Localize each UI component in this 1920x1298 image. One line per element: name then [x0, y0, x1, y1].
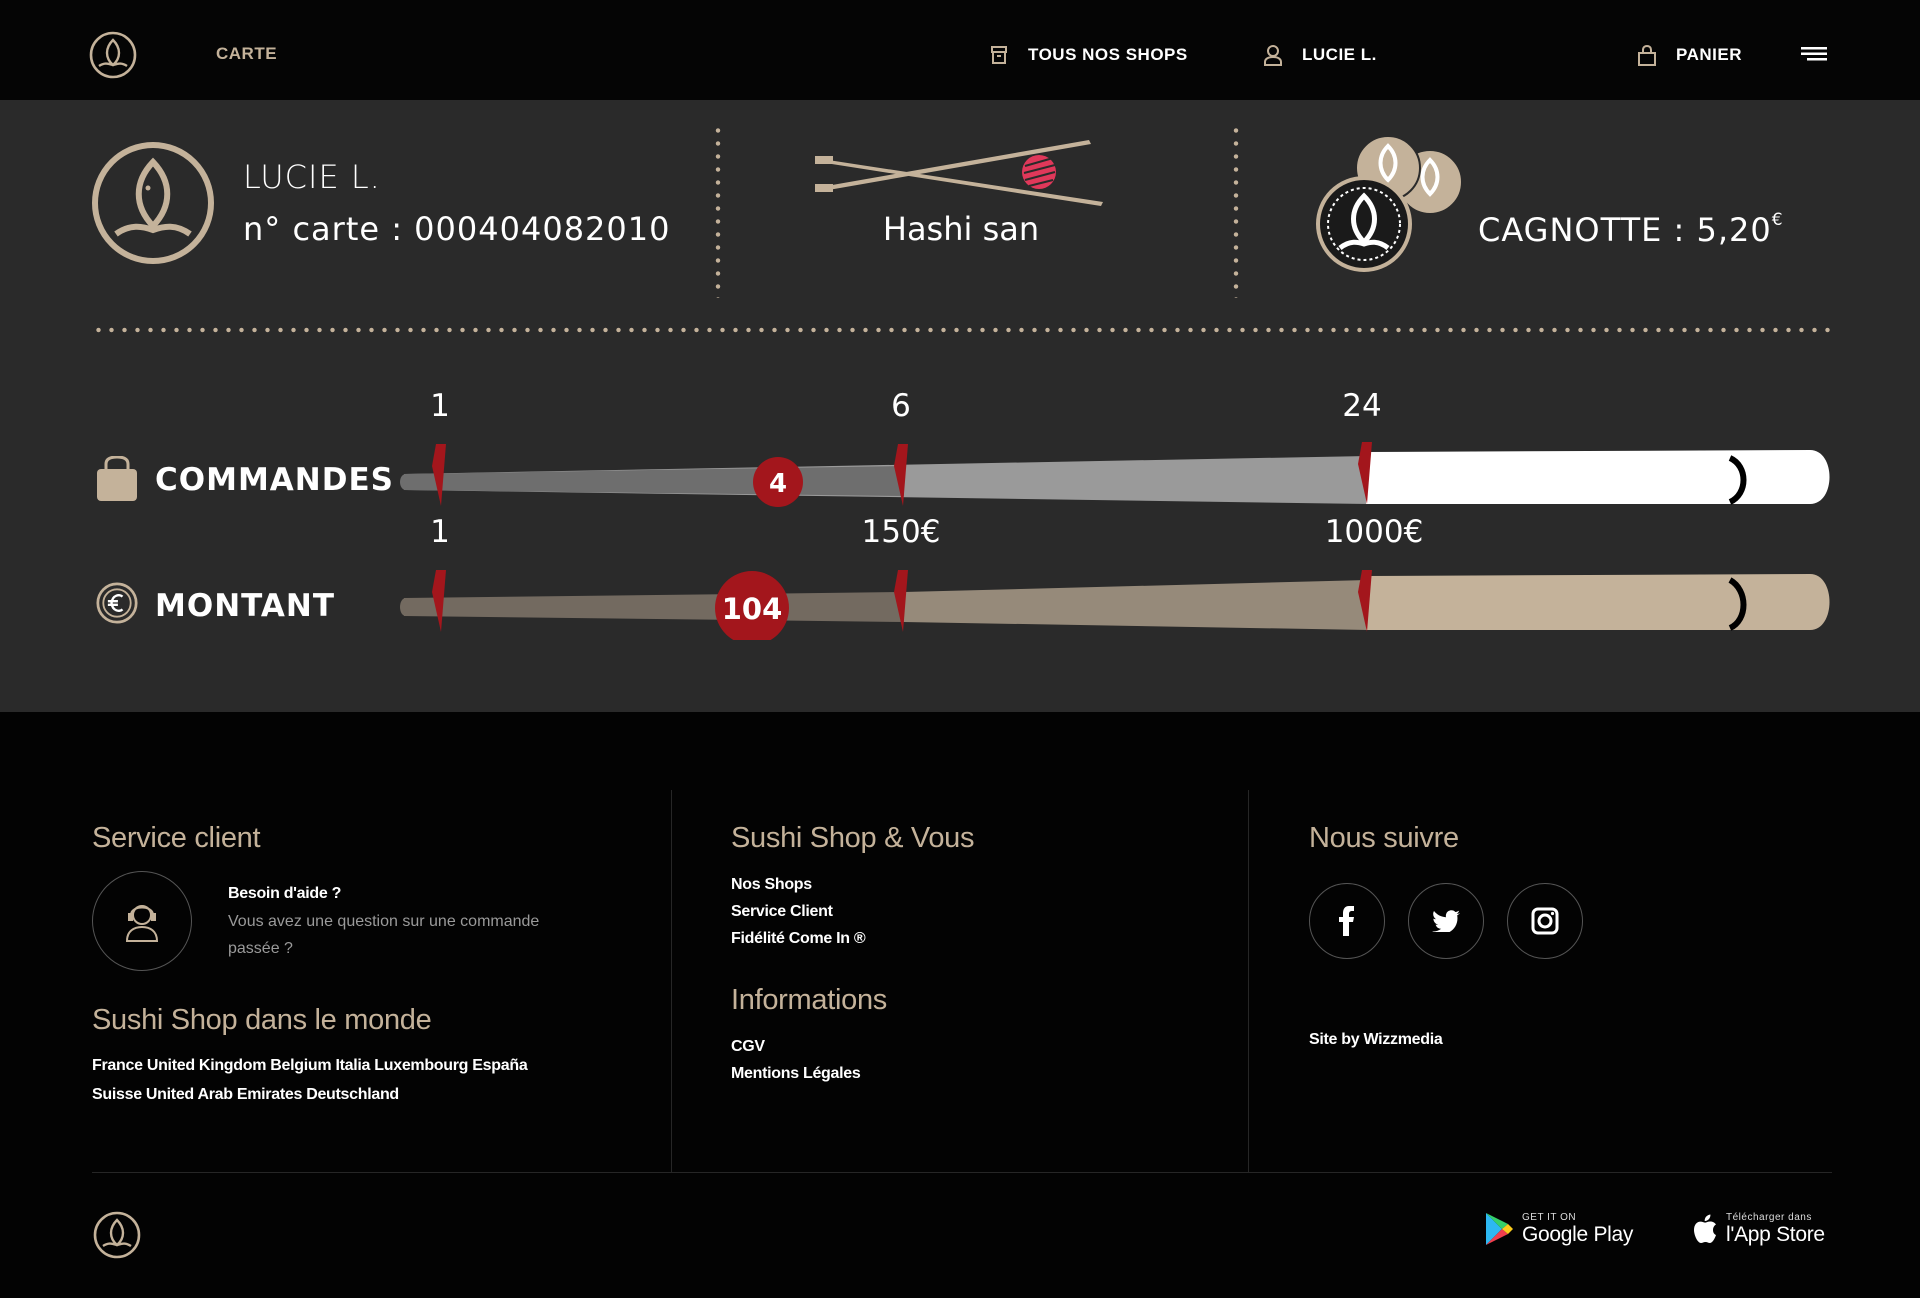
montant-tick-2: 150€ [861, 514, 941, 550]
twitter-button[interactable] [1408, 883, 1484, 959]
twitter-icon [1432, 910, 1460, 932]
dotted-divider [1233, 124, 1239, 298]
site-credit[interactable]: Site by Wizzmedia [1309, 1031, 1443, 1048]
facebook-icon [1339, 906, 1355, 936]
cagnotte-value: CAGNOTTE : 5,20 [1478, 211, 1772, 249]
montant-label: MONTANT [155, 588, 335, 624]
google-play-small: GET IT ON [1522, 1211, 1577, 1223]
montant-stick-end [1366, 574, 1830, 630]
hamburger-menu-icon[interactable] [1801, 47, 1827, 61]
link-cgv[interactable]: CGV [731, 1038, 765, 1055]
world-countries-line1[interactable]: France United Kingdom Belgium Italia Luxembourg España [92, 1057, 528, 1074]
nav-user-label: LUCIE L. [1302, 45, 1377, 64]
user-icon [1262, 44, 1284, 66]
instagram-icon [1531, 907, 1559, 935]
google-play-big: Google Play [1522, 1222, 1634, 1246]
link-fidelite[interactable]: Fidélité Come In ® [731, 930, 866, 947]
top-navbar [0, 0, 1920, 100]
link-service-client[interactable]: Service Client [731, 903, 833, 920]
level-name: Hashi san [882, 210, 1040, 248]
lock-bag-icon [1636, 44, 1658, 66]
commandes-stick-start [404, 466, 904, 496]
support-button[interactable] [92, 871, 192, 971]
store-icon [988, 44, 1010, 66]
footer-divider [92, 1172, 1832, 1173]
nav-carte[interactable] [216, 44, 277, 64]
montant-tick-3: 1000€ [1324, 514, 1424, 550]
app-store-text [1726, 1212, 1825, 1247]
commandes-stick-end [1366, 450, 1830, 504]
nav-tous-nos-shops[interactable] [988, 44, 1188, 66]
nav-carte-label: CARTE [216, 44, 278, 63]
help-title-link[interactable]: Besoin d'aide ? [228, 885, 342, 902]
footer-logo-icon[interactable] [92, 1210, 142, 1260]
app-store-button[interactable] [1692, 1206, 1825, 1252]
nous-suivre-title: Nous suivre [1309, 822, 1459, 854]
google-play-text [1522, 1212, 1633, 1247]
commandes-tick-1: 1 [430, 388, 450, 424]
montant-stick-mid [904, 580, 1368, 630]
card-number: n° carte : 000404082010 [243, 210, 671, 248]
montant-tick-1: 1 [430, 514, 450, 550]
montant-current-value: 104 [721, 592, 783, 626]
link-nos-shops[interactable]: Nos Shops [731, 876, 812, 893]
column-divider [1248, 790, 1249, 1172]
commandes-label: COMMANDES [155, 462, 394, 498]
facebook-button[interactable] [1309, 883, 1385, 959]
chopsticks-sushi-icon [815, 138, 1105, 208]
app-store-small: Télécharger dans [1726, 1211, 1812, 1223]
commandes-current-value: 4 [768, 469, 788, 499]
cagnotte-currency: € [1771, 210, 1784, 230]
help-text: Vous avez une question sur une commande passée ? [228, 913, 540, 957]
cagnotte-balance [1478, 210, 1784, 249]
link-mentions-legales[interactable]: Mentions Légales [731, 1065, 861, 1082]
world-countries-line2[interactable]: Suisse United Arab Emirates Deutschland [92, 1086, 399, 1103]
nav-user-account[interactable] [1262, 44, 1377, 66]
progress-chopsticks [0, 380, 1920, 640]
instagram-button[interactable] [1507, 883, 1583, 959]
google-play-icon [1484, 1212, 1514, 1246]
coins-icon [1312, 132, 1464, 272]
dotted-separator [92, 327, 1832, 333]
headset-icon [122, 899, 162, 943]
nav-panier-label: PANIER [1676, 45, 1742, 64]
commandes-tick-2: 6 [891, 388, 911, 424]
sushi-shop-vous-title: Sushi Shop & Vous [731, 822, 975, 854]
service-client-title: Service client [92, 822, 261, 854]
nav-shops-label: TOUS NOS SHOPS [1028, 45, 1188, 64]
member-logo-icon [90, 140, 216, 266]
informations-title: Informations [731, 984, 887, 1016]
sushi-shop-logo-icon[interactable] [88, 30, 138, 80]
nav-panier[interactable] [1636, 44, 1742, 66]
dotted-divider [715, 124, 721, 298]
commandes-tick-3: 24 [1342, 388, 1382, 424]
app-store-big: l'App Store [1726, 1222, 1825, 1246]
google-play-button[interactable] [1484, 1206, 1633, 1252]
world-title: Sushi Shop dans le monde [92, 1004, 432, 1036]
column-divider [671, 790, 672, 1172]
apple-icon [1692, 1213, 1718, 1245]
member-name: LUCIE L. [243, 158, 381, 196]
montant-stick-start [404, 592, 904, 622]
